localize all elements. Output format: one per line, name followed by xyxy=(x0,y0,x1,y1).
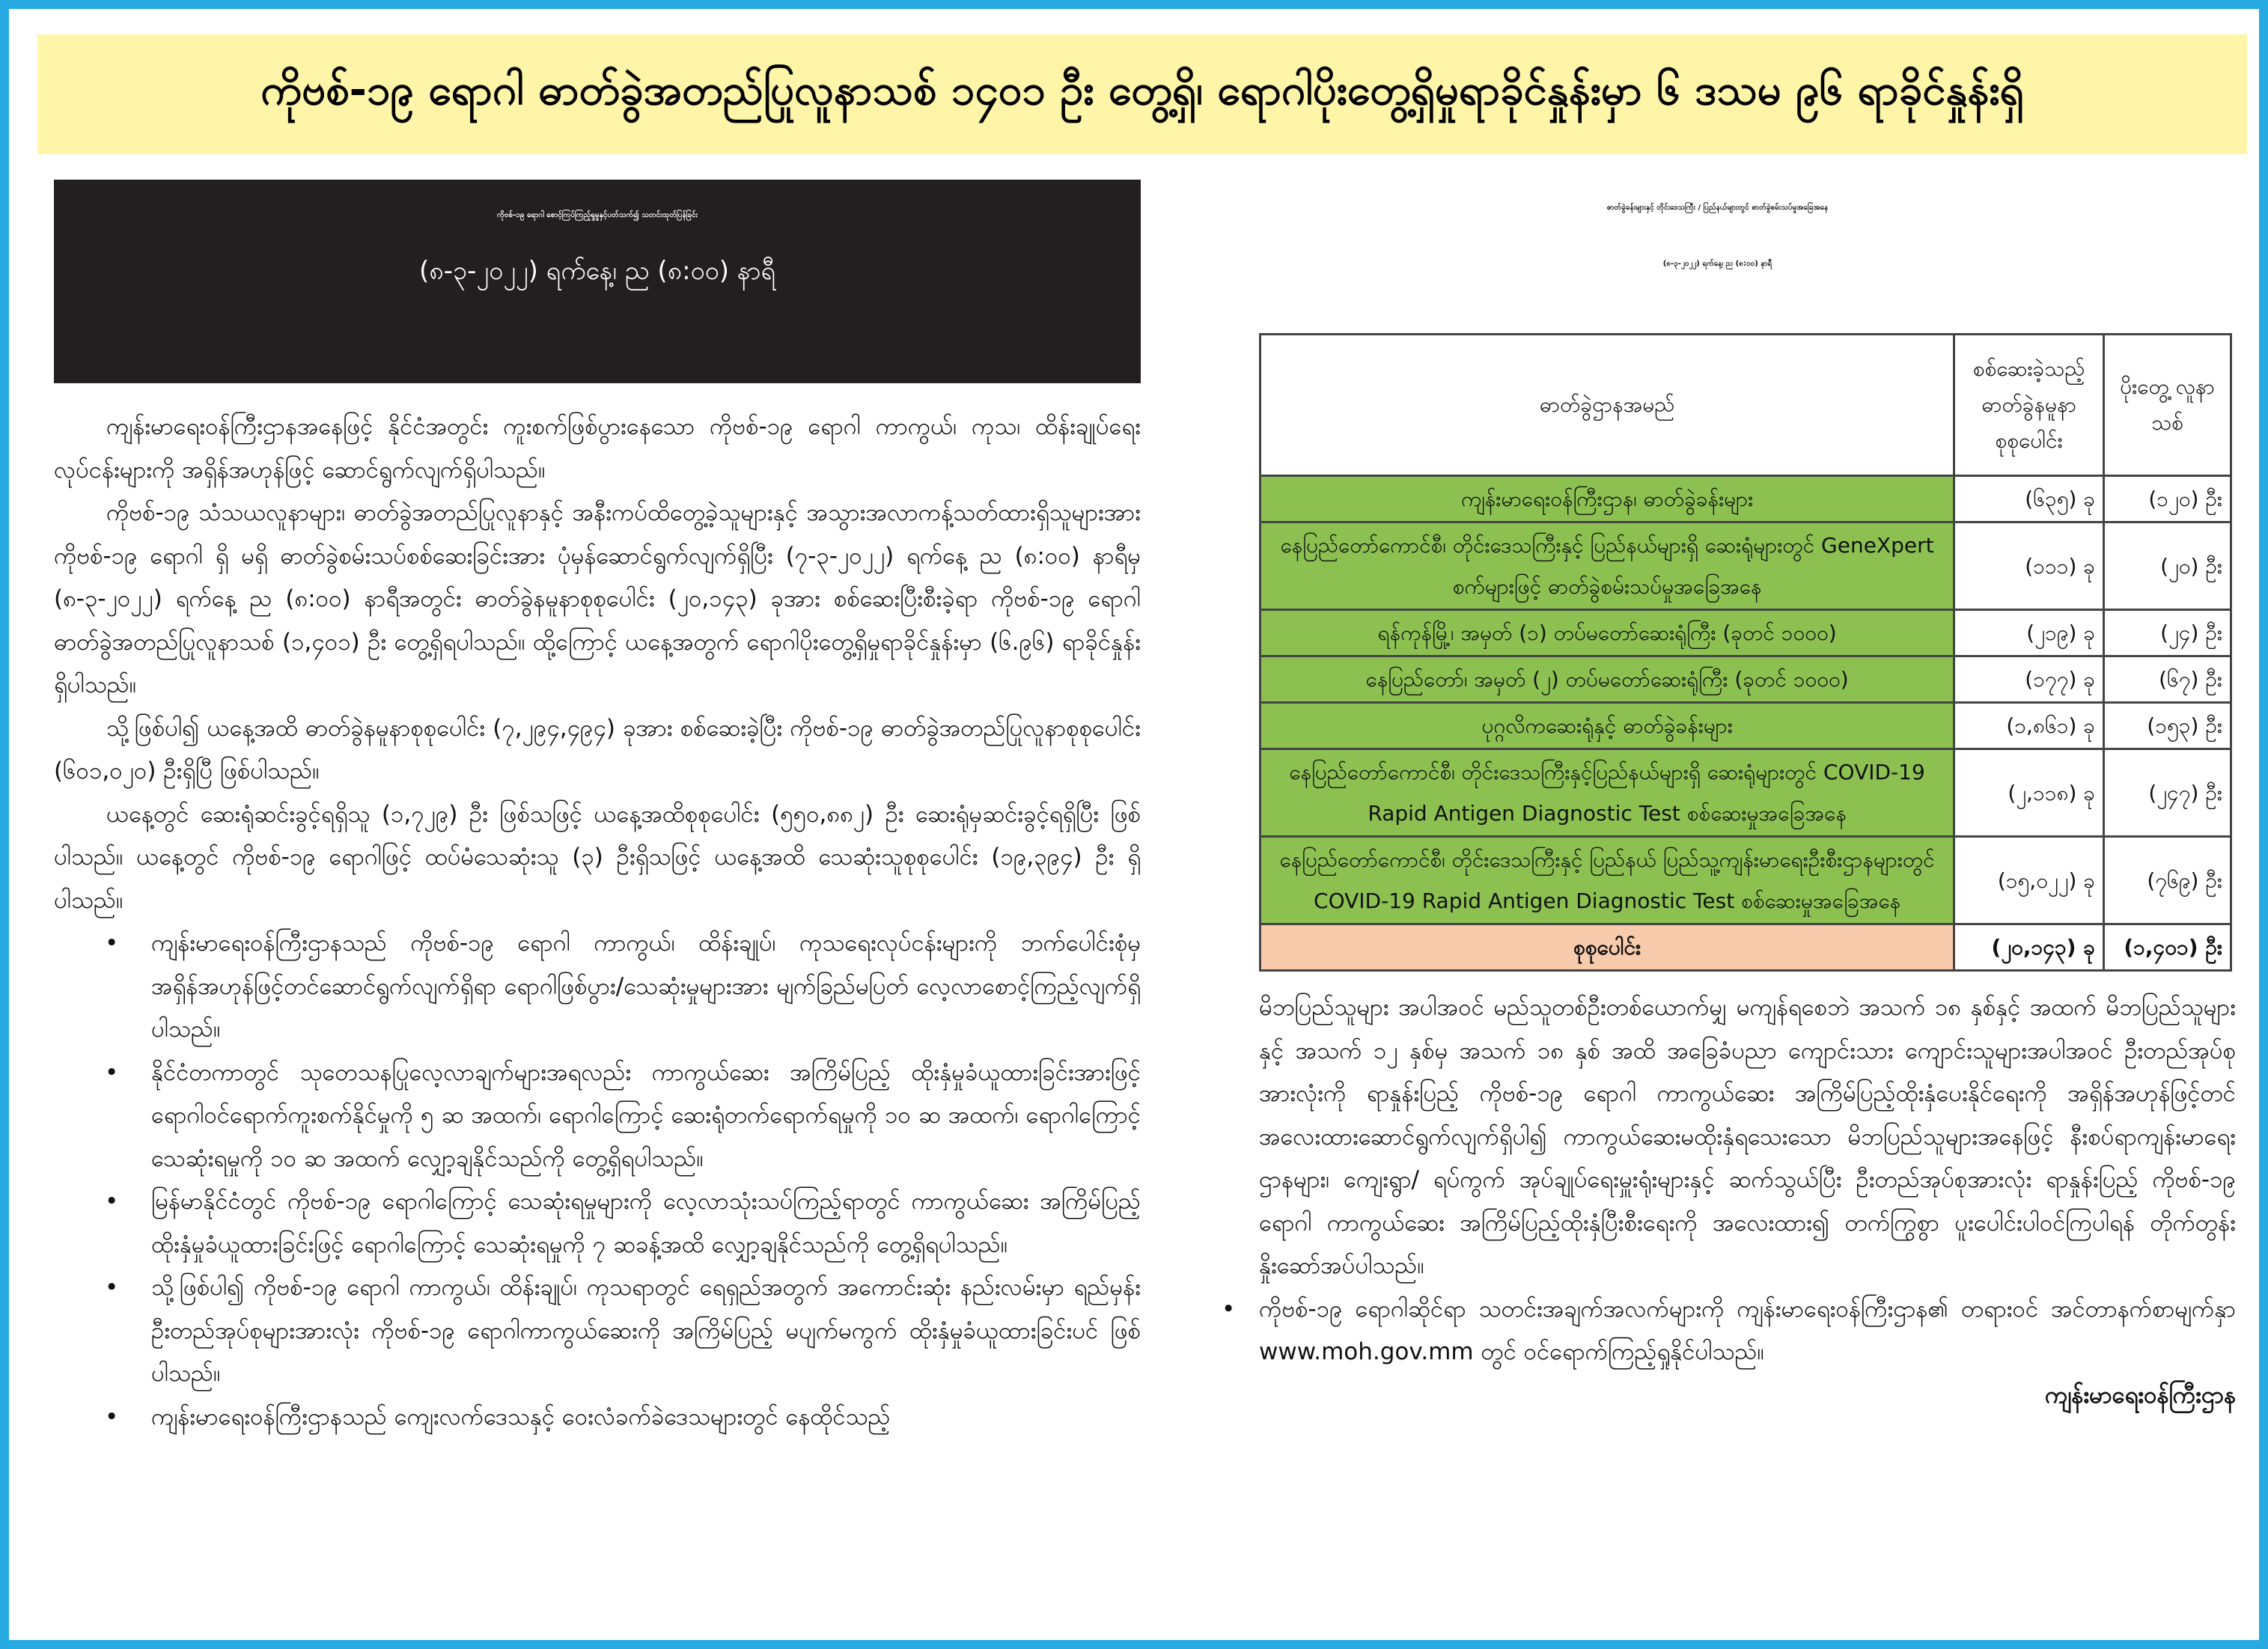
table-row xyxy=(1260,476,2231,522)
lab-test-table xyxy=(1259,333,2232,972)
samples-cell: (၁၇၇) ခု xyxy=(1954,656,2104,703)
positive-cell: (၂၀) ဦး xyxy=(2104,522,2231,610)
right-body xyxy=(1259,987,2236,1417)
lab-name-cell: နေပြည်တော်၊ အမှတ် (၂) တပ်မတော်ဆေးရုံကြီး (ခုတင် ၁၀၀၀) xyxy=(1260,656,1954,703)
lab-name-cell: နေပြည်တော်ကောင်စီ၊ တိုင်းဒေသကြီးနှင့် ပြည်နယ် ပြည်သူ့ကျန်းမာရေးဦးစီးဌာနများတွင် COVID-19 Rapid Antigen Diagnostic Test စစ်ဆေးမှုအခြေအနေ xyxy=(1260,837,1954,924)
press-release-body xyxy=(54,406,1141,1439)
positive-cell: (၂၄၇) ဦး xyxy=(2104,749,2231,837)
headline-banner xyxy=(37,34,2247,154)
table-row xyxy=(1260,749,2231,837)
table-header-row xyxy=(1260,335,2231,476)
body-paragraph: ကျန်းမာရေးဝန်ကြီးဌာနအနေဖြင့် နိုင်ငံအတွင်း ကူးစက်ဖြစ်ပွားနေသော ကိုဗစ်-၁၉ ရောဂါ ကာကွယ်၊ ကုသ၊ ထိန်းချုပ်ရေးလုပ်ငန်းများကို အရှိန်အဟုန်ဖြင့် ဆောင်ရွက်လျက်ရှိပါသည်။ xyxy=(54,413,1141,484)
samples-cell: (၂၁၉) ခု xyxy=(1954,610,2104,656)
bullet-item: • ကိုဗစ်-၁၉ ရောဂါဆိုင်ရာ သတင်းအချက်အလက်များကို ကျန်းမာရေးဝန်ကြီးဌာန၏ တရားဝင် အင်တာနက်စာမျက်နှာ www.moh.gov.mm တွင် ဝင်ရောက်ကြည့်ရှုနိုင်ပါသည်။ xyxy=(1259,1288,2236,1374)
table-total-row xyxy=(1260,924,2231,971)
positive-cell: (၇၆၉) ဦး xyxy=(2104,837,2231,924)
column-header-samples: စစ်ဆေးခဲ့သည့် ဓာတ်ခွဲနမူနာ စုစုပေါင်း xyxy=(1954,335,2104,476)
samples-cell: (၁၁၁) ခု xyxy=(1954,522,2104,610)
right-column xyxy=(1192,180,2243,1639)
table-title: ဓာတ်ခွဲခန်းများနှင့် တိုင်းဒေသကြီး / ပြည်နယ်များတွင် ဓာတ်ခွဲစမ်းသပ်မှုအခြေအနေ xyxy=(1606,204,1829,212)
left-column xyxy=(54,180,1141,1639)
total-samples-cell: (၂၀,၁၄၃) ခု xyxy=(1954,924,2104,971)
press-release-title: ကိုဗစ်-၁၉ ရောဂါ စောင့်ကြပ်ကြည့်ရှုမှုနှင့်ပတ်သက်၍ သတင်းထုတ်ပြန်ခြင်း xyxy=(496,211,698,219)
headline-text: ကိုဗစ်-၁၉ ရောဂါ ဓာတ်ခွဲအတည်ပြုလူနာသစ် ၁၄၀၁ ဦး တွေ့ရှိ၊ ရောဂါပိုးတွေ့ရှိမှုရာခိုင်နှုန်းမှာ ၆ ဒသမ ၉၆ ရာခိုင်နှုန်းရှိ xyxy=(260,66,2024,115)
samples-cell: (၁,၈၆၁) ခု xyxy=(1954,703,2104,749)
table-date: (၈-၃-၂၀၂၂) ရက်နေ့၊ ည (၈:၀၀) နာရီ xyxy=(1662,260,1772,268)
samples-cell: (၁၅,၀၂၂) ခု xyxy=(1954,837,2104,924)
positive-cell: (၁၂၀) ဦး xyxy=(2104,476,2231,522)
table-row xyxy=(1260,610,2231,656)
body-paragraph: ယနေ့တွင် ဆေးရုံဆင်းခွင့်ရရှိသူ (၁,၇၂၉) ဦး ဖြစ်သဖြင့် ယနေ့အထိစုစုပေါင်း (၅၅၀,၈၈၂) ဦး ဆေးရုံမှဆင်းခွင့်ရရှိပြီး ဖြစ်ပါသည်။ ယနေ့တွင် ကိုဗစ်-၁၉ ရောဂါဖြင့် ထပ်မံသေဆုံးသူ (၃) ဦးရှိသဖြင့် ယနေ့အထိ သေဆုံးသူစုစုပေါင်း (၁၉,၃၉၄) ဦး ရှိပါသည်။ xyxy=(54,800,1141,914)
lab-name-cell: နေပြည်တော်ကောင်စီ၊ တိုင်းဒေသကြီးနှင့် ပြည်နယ်များရှိ ဆေးရုံများတွင် GeneXpert စက်များဖြင့် ဓာတ်ခွဲစမ်းသပ်မှုအခြေအနေ xyxy=(1260,522,1954,610)
press-release-date: (၈-၃-၂၀၂၂) ရက်နေ့၊ ည (၈:၀၀) နာရီ xyxy=(419,256,775,286)
table-row xyxy=(1260,837,2231,924)
lab-name-cell: ရန်ကုန်မြို့၊ အမှတ် (၁) တပ်မတော်ဆေးရုံကြီး (ခုတင် ၁၀၀၀) xyxy=(1260,610,1954,656)
table-row xyxy=(1260,656,2231,703)
lab-name-cell: နေပြည်တော်ကောင်စီ၊ တိုင်းဒေသကြီးနှင့်ပြည်နယ်များရှိ ဆေးရုံများတွင် COVID-19 Rapid Antigen Diagnostic Test စစ်ဆေးမှုအခြေအနေ xyxy=(1260,749,1954,837)
samples-cell: (၂,၁၁၈) ခု xyxy=(1954,749,2104,837)
bullet-item: • နိုင်ငံတကာတွင် သုတေသနပြုလေ့လာချက်များအရလည်း ကာကွယ်ဆေး အကြိမ်ပြည့် ထိုးနှံမှုခံယူထားခြင်းအားဖြင့် ရောဂါဝင်ရောက်ကူးစက်နိုင်မှုကို ၅ ဆ အထက်၊ ရောဂါကြောင့် ဆေးရုံတက်ရောက်ရမှုကို ၁၀ ဆ အထက်၊ ရောဂါကြောင့်သေဆုံးရမှုကို ၁၀ ဆ အထက် လျှော့ချနိုင်သည်ကို တွေ့ရှိရပါသည်။ xyxy=(151,1052,1141,1181)
bullet-item: • မြန်မာနိုင်ငံတွင် ကိုဗစ်-၁၉ ရောဂါကြောင့် သေဆုံးရမှုများကို လေ့လာသုံးသပ်ကြည့်ရာတွင် ကာကွယ်ဆေး အကြိမ်ပြည့်ထိုးနှံမှုခံယူထားခြင်းဖြင့် ရောဂါကြောင့် သေဆုံးရမှုကို ၇ ဆခန့်အထိ လျှော့ချနိုင်သည်ကို တွေ့ရှိရပါသည်။ xyxy=(151,1180,1141,1267)
table-row xyxy=(1260,522,2231,610)
body-paragraph: မိဘပြည်သူများ အပါအဝင် မည်သူတစ်ဦးတစ်ယောက်မျှ မကျန်ရစေဘဲ အသက် ၁၈ နှစ်နှင့် အထက် မိဘပြည်သူများနှင့် အသက် ၁၂ နှစ်မှ အသက် ၁၈ နှစ် အထိ အခြေခံပညာ ကျောင်းသား ကျောင်းသူများအပါအဝင် ဦးတည်အုပ်စုအားလုံးကို ရာနှုန်းပြည့် ကိုဗစ်-၁၉ ရောဂါ ကာကွယ်ဆေး အကြိမ်ပြည့်ထိုးနှံပေးနိုင်ရေးကို အရှိန်အဟုန်ဖြင့်တင် အလေးထားဆောင်ရွက်လျက်ရှိပါ၍ ကာကွယ်ဆေးမထိုးနှံရသေးသော မိဘပြည်သူများအနေဖြင့် နီးစပ်ရာကျန်းမာရေးဌာနများ၊ ကျေးရွာ/ ရပ်ကွက် အုပ်ချုပ်ရေးမှူးရုံးများနှင့် ဆက်သွယ်ပြီး ဦးတည်အုပ်စုအားလုံး ရာနှုန်းပြည့် ကိုဗစ်-၁၉ ရောဂါ ကာကွယ်ဆေး အကြိမ်ပြည့်ထိုးနှံပြီးစီးရေးကို အလေးထား၍ တက်ကြွစွာ ပူးပေါင်းပါဝင်ကြပါရန် တိုက်တွန်းနှိုးဆော်အပ်ပါသည်။ xyxy=(1259,994,2236,1279)
body-paragraph: ကိုဗစ်-၁၉ သံသယလူနာများ၊ ဓာတ်ခွဲအတည်ပြုလူနာနှင့် အနီးကပ်ထိတွေ့ခဲ့သူများနှင့် အသွားအလာကန့်သတ်ထားရှိသူများအား ကိုဗစ်-၁၉ ရောဂါ ရှိ မရှိ ဓာတ်ခွဲစမ်းသပ်စစ်ဆေးခြင်းအား ပုံမှန်ဆောင်ရွက်လျက်ရှိပြီး (၇-၃-၂၀၂၂) ရက်နေ့ ည (၈:၀၀) နာရီမှ (၈-၃-၂၀၂၂) ရက်နေ့ ည (၈:၀၀) နာရီအတွင်း ဓာတ်ခွဲနမူနာစုစုပေါင်း (၂၀,၁၄၃) ခုအား စစ်ဆေးပြီးစီးခဲ့ရာ ကိုဗစ်-၁၉ ရောဂါ ဓာတ်ခွဲအတည်ပြုလူနာသစ် (၁,၄၀၁) ဦး တွေ့ရှိရပါသည်။ ထို့ကြောင့် ယနေ့အတွက် ရောဂါပိုးတွေ့ရှိမှုရာခိုင်နှုန်းမှာ (၆.၉၆) ရာခိုင်နှုန်း ရှိပါသည်။ xyxy=(54,499,1141,698)
bullet-item: • ကျန်းမာရေးဝန်ကြီးဌာနသည် ကိုဗစ်-၁၉ ရောဂါ ကာကွယ်၊ ထိန်းချုပ်၊ ကုသရေးလုပ်ငန်းများကို ဘက်ပေါင်းစုံမှ အရှိန်အဟုန်ဖြင့်တင်ဆောင်ရွက်လျက်ရှိရာ ရောဂါဖြစ်ပွား/သေဆုံးမှုများအား မျက်ခြည်မပြတ် လေ့လာစောင့်ကြည့်လျက်ရှိပါသည်။ xyxy=(151,922,1141,1052)
table-row xyxy=(1260,703,2231,749)
press-release-header xyxy=(54,180,1141,383)
samples-cell: (၆၃၅) ခု xyxy=(1954,476,2104,522)
column-header-lab: ဓာတ်ခွဲဌာနအမည် xyxy=(1260,335,1954,476)
column-header-positive: ပိုးတွေ့ လူနာသစ် xyxy=(2104,335,2231,476)
total-positive-cell: (၁,၄၀၁) ဦး xyxy=(2104,924,2231,971)
positive-cell: (၆၇) ဦး xyxy=(2104,656,2231,703)
total-label-cell: စုစုပေါင်း xyxy=(1260,924,1954,971)
positive-cell: (၁၅၃) ဦး xyxy=(2104,703,2231,749)
table-section-title xyxy=(1192,180,2243,292)
body-paragraph: သို့ဖြစ်ပါ၍ ယနေ့အထိ ဓာတ်ခွဲနမူနာစုစုပေါင်း (၇,၂၉၄,၄၉၄) ခုအား စစ်ဆေးခဲ့ပြီး ကိုဗစ်-၁၉ ဓာတ်ခွဲအတည်ပြုလူနာစုစုပေါင်း (၆၀၁,၀၂၀) ဦးရှိပြီ ဖြစ်ပါသည်။ xyxy=(54,714,1141,784)
bullet-item: • ကျန်းမာရေးဝန်ကြီးဌာနသည် ကျေးလက်ဒေသနှင့် ဝေးလံခက်ခဲဒေသများတွင် နေထိုင်သည့် xyxy=(151,1396,1141,1439)
lab-name-cell: ကျန်းမာရေးဝန်ကြီးဌာန၊ ဓာတ်ခွဲခန်းများ xyxy=(1260,476,1954,522)
positive-cell: (၂၄) ဦး xyxy=(2104,610,2231,656)
bullet-list xyxy=(1259,1288,2236,1374)
signature: ကျန်းမာရေးဝန်ကြီးဌာန xyxy=(2045,1381,2236,1409)
bullet-list xyxy=(54,922,1141,1439)
bullet-item: • သို့ဖြစ်ပါ၍ ကိုဗစ်-၁၉ ရောဂါ ကာကွယ်၊ ထိန်းချုပ်၊ ကုသရာတွင် ရေရှည်အတွက် အကောင်းဆုံး နည်းလမ်းမှာ ရည်မှန်းဦးတည်အုပ်စုများအားလုံး ကိုဗစ်-၁၉ ရောဂါကာကွယ်ဆေးကို အကြိမ်ပြည့် မပျက်မကွက် ထိုးနှံမှုခံယူထားခြင်းပင် ဖြစ်ပါသည်။ xyxy=(151,1267,1141,1396)
lab-name-cell: ပုဂ္ဂလိကဆေးရုံနှင့် ဓာတ်ခွဲခန်းများ xyxy=(1260,703,1954,749)
